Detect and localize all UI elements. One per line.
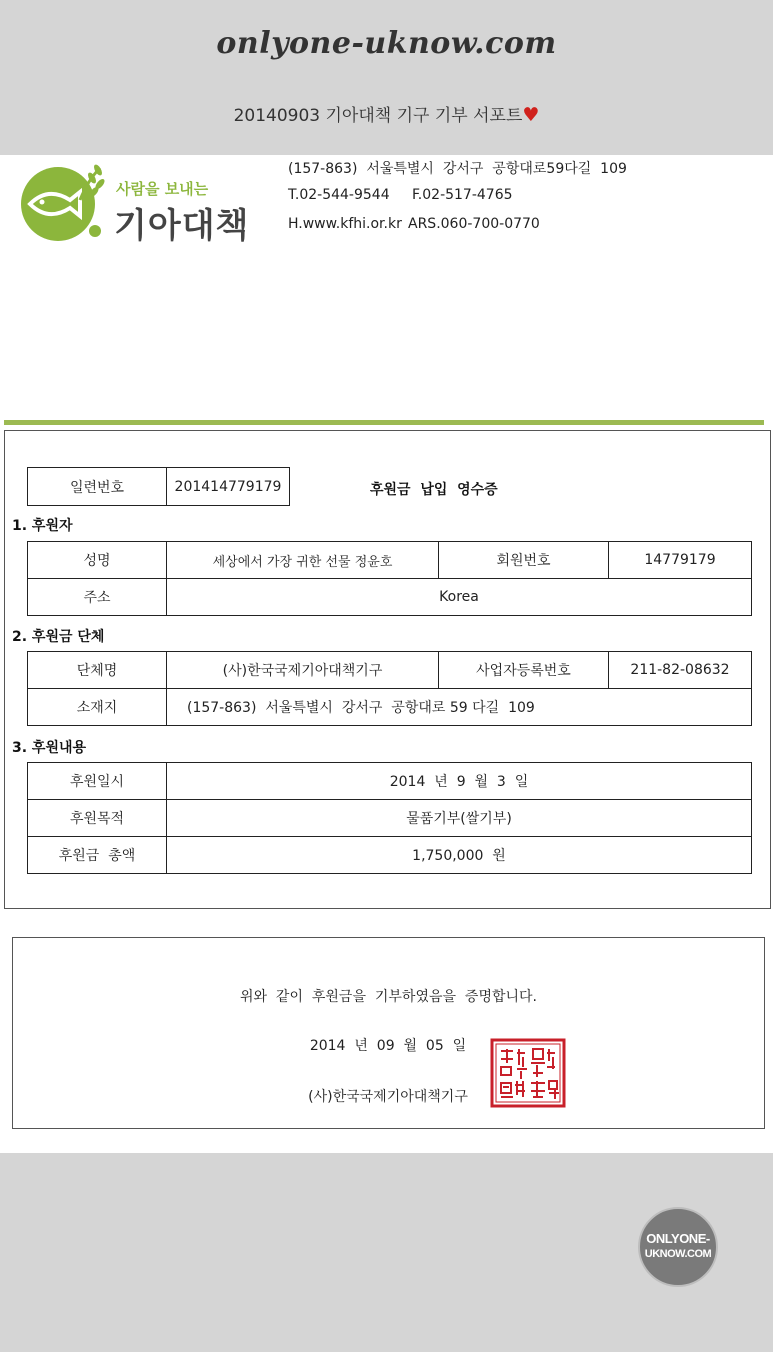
divider-line: [4, 420, 764, 425]
donor-address-value: Korea: [167, 579, 752, 616]
total-value: 1,750,000 원: [167, 837, 752, 874]
section-org-title: 2. 후원금 단체: [12, 629, 105, 645]
heart-icon: ♥: [522, 104, 540, 126]
org-location-value: (157-863) 서울특별시 강서구 공항대로 59 다길 109: [167, 689, 752, 726]
logo-name: 기아대책: [114, 206, 250, 246]
certificate-statement: 위와 같이 후원금을 기부하였음을 증명합니다.: [239, 989, 537, 1005]
serial-label: 일련번호: [28, 468, 167, 506]
business-reg-label: 사업자등록번호: [439, 652, 609, 689]
top-banner: [0, 0, 773, 155]
member-no-value: 14779179: [609, 542, 752, 579]
member-no-label: 회원번호: [439, 542, 609, 579]
org-address: (157-863) 서울특별시 강서구 공항대로59다길 109: [288, 161, 627, 177]
donor-table: [27, 541, 752, 616]
serial-table: [27, 467, 290, 506]
purpose-value: 물품기부(쌀기부): [167, 800, 752, 837]
content-table: [27, 762, 752, 874]
banner-subtitle-text: 20140903 기아대책 기구 기부 서포트: [233, 106, 523, 126]
fish-logo-icon: [18, 160, 108, 250]
date-label: 후원일시: [28, 763, 167, 800]
donor-name-label: 성명: [28, 542, 167, 579]
org-tel: T.02-544-9544: [288, 187, 390, 203]
site-title: onlyone-uknow.com: [216, 26, 557, 61]
org-logo: [18, 160, 268, 250]
org-name-label: 단체명: [28, 652, 167, 689]
section-content-title: 3. 후원내용: [12, 740, 87, 756]
certificate-org: (사)한국국제기아대책기구: [308, 1089, 468, 1105]
seal-stamp-icon: [489, 1037, 567, 1109]
section-donor-title: 1. 후원자: [12, 518, 73, 534]
watermark-line1: ONLYONE-: [646, 1231, 710, 1246]
purpose-label: 후원목적: [28, 800, 167, 837]
watermark-line2: UKNOW.COM: [644, 1248, 712, 1260]
org-name-value: (사)한국국제기아대책기구: [167, 652, 439, 689]
total-label: 후원금 총액: [28, 837, 167, 874]
org-web: H.www.kfhi.or.kr: [288, 216, 402, 232]
donor-address-label: 주소: [28, 579, 167, 616]
business-reg-value: 211-82-08632: [609, 652, 752, 689]
certificate-date: 2014 년 09 월 05 일: [309, 1038, 467, 1054]
org-fax: F.02-517-4765: [412, 187, 513, 203]
receipt-title: 후원금 납입 영수증: [370, 482, 498, 498]
org-ars: ARS.060-700-0770: [408, 216, 540, 232]
date-value: 2014 년 9 월 3 일: [167, 763, 752, 800]
serial-value: 201414779179: [167, 468, 290, 506]
watermark-badge: [638, 1207, 718, 1287]
org-table: [27, 651, 752, 726]
banner-subtitle: [0, 101, 773, 126]
donor-name-value: 세상에서 가장 귀한 선물 정윤호: [167, 542, 439, 579]
logo-tagline: 사람을 보내는: [116, 180, 209, 198]
org-location-label: 소재지: [28, 689, 167, 726]
